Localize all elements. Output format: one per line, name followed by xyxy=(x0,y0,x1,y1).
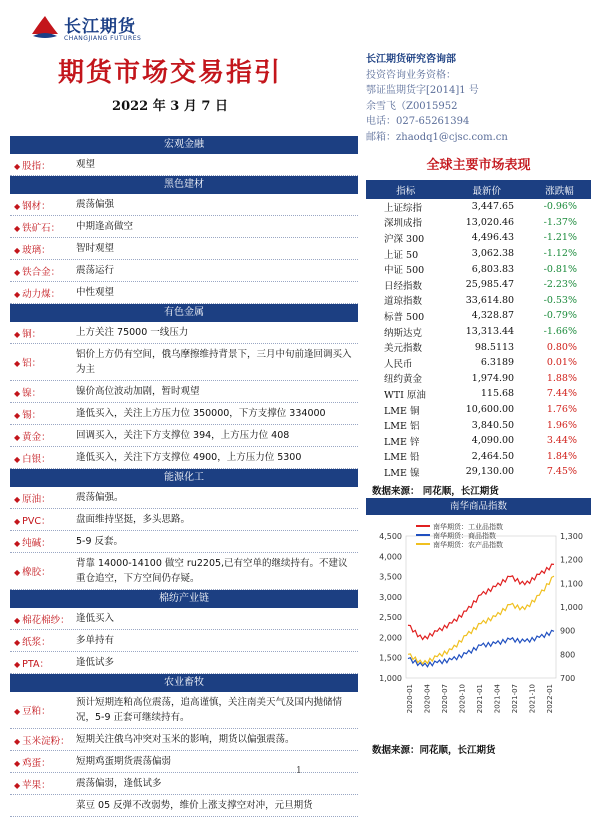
market-cell-chg: 1.88% xyxy=(546,372,577,384)
strategy-row xyxy=(10,381,358,403)
strategy-label: ◆ PTA： xyxy=(10,656,76,670)
market-row xyxy=(366,277,591,293)
strategy-label: ◆ 豆粕： xyxy=(10,703,76,717)
market-row xyxy=(366,355,591,371)
y-tick-right: 1,300 xyxy=(560,532,583,541)
market-cell-chg: -0.53% xyxy=(543,294,577,306)
strategy-label: ◆ 铝： xyxy=(10,355,76,369)
strategy-row xyxy=(10,194,358,216)
strategy-label: ◆ 玻璃： xyxy=(10,242,76,256)
market-cell-chg: -1.37% xyxy=(543,216,577,228)
x-tick: 2021-01 xyxy=(476,684,484,714)
market-cell-chg: 1.84% xyxy=(546,450,577,462)
market-cell-name: LME 铜 xyxy=(384,405,420,417)
strategy-text: 镍价高位波动加剧，暂时观望 xyxy=(76,386,200,397)
market-cell-name: 纽约黄金 xyxy=(384,374,423,386)
x-tick: 2020-01 xyxy=(406,684,414,714)
market-cell-name: 沪深 300 xyxy=(384,233,425,245)
section-header: 农业畜牧 xyxy=(10,674,358,692)
section-header: 宏观金融 xyxy=(10,136,358,154)
strategy-text: 中性观望 xyxy=(76,287,115,298)
market-cell-price: 2,464.50 xyxy=(471,450,515,462)
market-row xyxy=(366,246,591,262)
market-col-header: 涨跌幅 xyxy=(528,180,591,199)
brand-name-en: CHANGJIANG FUTURES xyxy=(64,35,142,42)
nanhua-chart xyxy=(366,516,591,734)
market-col-header: 最新价 xyxy=(445,180,528,199)
strategy-row xyxy=(10,447,358,469)
section-header: 能源化工 xyxy=(10,469,358,487)
market-cell-price: 1,974.90 xyxy=(471,372,515,384)
market-row xyxy=(366,230,591,246)
contact-line: 电话：027-65261394 xyxy=(366,116,470,128)
y-tick-left: 2,500 xyxy=(379,613,402,623)
strategy-text: 观望 xyxy=(76,159,96,170)
market-cell-name: 人民币 xyxy=(384,358,413,370)
legend-label: 南华期货：农产品指数 xyxy=(433,541,503,549)
y-tick-left: 2,000 xyxy=(379,633,402,643)
market-cell-name: LME 铅 xyxy=(384,452,420,464)
strategy-row xyxy=(10,531,358,553)
strategy-label: ◆ 铁合金： xyxy=(10,264,76,278)
market-row xyxy=(366,402,591,418)
market-cell-name: 标普 500 xyxy=(384,311,425,323)
strategy-label: ◆ 钢材： xyxy=(10,198,76,212)
strategy-text: 盘面维持坚挺，多头思路。 xyxy=(76,514,191,525)
strategy-label: ◆ 棉花棉纱： xyxy=(10,612,76,626)
market-col-header: 指标 xyxy=(366,180,445,199)
brand-name: 长江期货 xyxy=(64,17,136,37)
y-tick-left: 4,000 xyxy=(379,552,402,562)
market-cell-price: 3,840.50 xyxy=(471,419,515,431)
y-tick-right: 700 xyxy=(560,674,576,683)
market-cell-price: 10,600.00 xyxy=(465,404,515,416)
strategy-label: ◆ 玉米淀粉： xyxy=(10,733,76,747)
strategy-row xyxy=(10,630,358,652)
strategy-row xyxy=(10,608,358,630)
strategy-text: 背靠 14000-14100 做空 ru2205,已有空单的继续持有。不建议重仓追空，下方空间仍存疑。 xyxy=(76,558,348,584)
market-cell-name: LME 锌 xyxy=(384,436,420,448)
strategy-label: ◆ 铁矿石： xyxy=(10,220,76,234)
market-cell-chg: 0.80% xyxy=(546,341,577,353)
market-row xyxy=(366,464,591,480)
strategy-row xyxy=(10,652,358,674)
strategy-text: 上方关注 75000 一线压力 xyxy=(76,327,189,338)
market-cell-chg: -0.81% xyxy=(543,263,577,275)
market-row xyxy=(366,199,591,215)
x-tick: 2020-07 xyxy=(441,684,449,714)
market-cell-price: 25,985.47 xyxy=(465,279,515,291)
report-date: 2022 年 3 月 7 日 xyxy=(112,99,228,114)
x-tick: 2021-07 xyxy=(511,684,519,714)
market-cell-chg: 7.45% xyxy=(546,466,577,478)
contact-line: 鄂证监期货字[2014]1 号 xyxy=(366,85,479,97)
market-row xyxy=(366,433,591,449)
market-cell-price: 98.5113 xyxy=(474,341,515,353)
strategy-label: ◆ 铜： xyxy=(10,326,76,340)
market-row xyxy=(366,293,591,309)
market-cell-chg: -0.96% xyxy=(543,201,577,213)
strategy-label: ◆ 原油： xyxy=(10,491,76,505)
market-table xyxy=(366,180,591,480)
strategy-label: ◆ 锡： xyxy=(10,407,76,421)
market-cell-name: WTI 原油 xyxy=(384,389,426,401)
strategy-row xyxy=(10,795,358,817)
x-tick: 2021-10 xyxy=(528,684,537,714)
y-tick-right: 1,100 xyxy=(560,579,583,589)
y-tick-left: 1,000 xyxy=(379,674,402,683)
market-cell-name: 日经指数 xyxy=(384,280,423,292)
market-cell-name: 上证综指 xyxy=(384,202,423,214)
strategy-row xyxy=(10,216,358,238)
x-tick: 2022-01 xyxy=(546,684,554,714)
strategy-row xyxy=(10,403,358,425)
strategy-row xyxy=(10,729,358,751)
strategy-text: 逢低买入，关注上方压力位 350000，下方支撑位 334000 xyxy=(76,408,326,419)
x-tick: 2021-04 xyxy=(493,684,502,714)
strategy-label: ◆ 白银： xyxy=(10,451,76,465)
legend-label: 南华期货：工业品指数 xyxy=(433,523,503,531)
market-row xyxy=(366,339,591,355)
market-row xyxy=(366,324,591,340)
page-number: 1 xyxy=(296,766,302,776)
strategy-row xyxy=(10,154,358,176)
x-tick: 2020-04 xyxy=(423,684,432,714)
strategy-label: ◆ 纸浆： xyxy=(10,634,76,648)
strategy-text: 逢低试多 xyxy=(76,657,115,668)
market-row xyxy=(366,371,591,387)
strategy-text: 震荡偏强 xyxy=(76,199,115,210)
strategy-row xyxy=(10,322,358,344)
strategy-label: ◆ 股指： xyxy=(10,158,76,172)
market-cell-chg: -2.23% xyxy=(543,279,577,291)
market-cell-chg: -1.21% xyxy=(543,232,577,244)
market-cell-name: LME 铝 xyxy=(384,421,420,433)
series-line xyxy=(408,576,554,664)
strategy-text: 5-9 反套。 xyxy=(76,536,124,547)
market-row xyxy=(366,386,591,402)
contact-line: 邮箱：zhaodq1@cjsc.com.cn xyxy=(366,131,508,143)
market-cell-chg: -0.79% xyxy=(543,310,577,322)
series-line xyxy=(408,630,554,666)
legend-label: 南华期货：商品指数 xyxy=(433,532,496,540)
section-header: 棉纺产业链 xyxy=(10,590,358,608)
section-header: 有色金属 xyxy=(10,304,358,322)
strategy-table xyxy=(10,136,358,817)
market-cell-chg: -1.12% xyxy=(543,248,577,260)
y-tick-right: 800 xyxy=(560,650,576,660)
strategy-row xyxy=(10,487,358,509)
market-cell-name: 美元指数 xyxy=(384,343,423,355)
strategy-text: 震荡运行 xyxy=(76,265,115,276)
strategy-label: ◆ 镍： xyxy=(10,385,76,399)
market-cell-name: 中证 500 xyxy=(384,265,425,277)
strategy-text: 震荡偏弱，逢低试多 xyxy=(76,778,162,789)
strategy-text: 短期鸡蛋期货震荡偏弱 xyxy=(76,756,172,767)
strategy-text: 智时观望 xyxy=(76,243,115,254)
market-row xyxy=(366,215,591,231)
market-cell-price: 4,496.43 xyxy=(471,232,515,244)
strategy-text: 逢低买入，关注下方支撑位 4900，上方压力位 5300 xyxy=(76,452,302,463)
y-tick-right: 1,200 xyxy=(560,555,583,565)
market-cell-name: 纳斯达克 xyxy=(384,327,423,339)
market-cell-name: 上证 50 xyxy=(384,249,419,261)
strategy-text: 预计短期连粕高位震荡，追高谨慎，关注南美天气及国内抛储情况，5-9 正套可继续持有。 xyxy=(76,697,343,723)
market-cell-price: 3,062.38 xyxy=(471,248,515,260)
strategy-label: ◆ PVC： xyxy=(10,513,76,527)
strategy-row xyxy=(10,344,358,381)
contact-line: 投资咨询业务资格： xyxy=(366,69,456,81)
strategy-text: 铝价上方仍有空间，俄乌摩擦维持背景下，三月中旬前逢回调买入为主 xyxy=(76,349,352,375)
y-tick-left: 1,500 xyxy=(379,653,402,663)
strategy-label: ◆ 苹果： xyxy=(10,777,76,791)
plot-frame xyxy=(406,536,556,678)
strategy-text: 多单持有 xyxy=(76,635,115,646)
market-cell-price: 115.68 xyxy=(480,388,515,400)
brand-logo xyxy=(30,10,150,46)
strategy-text: 短期关注俄乌冲突对玉米的影响，期货以偏强震荡。 xyxy=(76,734,295,745)
market-cell-chg: 3.44% xyxy=(546,435,577,447)
strategy-label: ◆ 黄金： xyxy=(10,429,76,443)
strategy-text: 逢低买入 xyxy=(76,613,115,624)
strategy-row xyxy=(10,751,358,773)
market-cell-price: 29,130.00 xyxy=(465,466,515,478)
market-cell-price: 4,328.87 xyxy=(471,310,515,322)
strategy-row xyxy=(10,425,358,447)
market-title: 全球主要市场表现 xyxy=(426,158,531,173)
market-cell-price: 13,020.46 xyxy=(465,216,515,228)
page-title: 期货市场交易指引 xyxy=(57,58,282,88)
strategy-label: ◆ 动力煤： xyxy=(10,286,76,300)
contact-block xyxy=(366,52,591,146)
market-cell-chg: 7.44% xyxy=(546,388,577,400)
market-cell-chg: 0.01% xyxy=(546,357,577,369)
market-cell-name: 道琼指数 xyxy=(384,296,423,308)
market-cell-name: 深圳成指 xyxy=(384,218,423,230)
y-tick-left: 3,500 xyxy=(379,572,402,582)
section-header: 黑色建材 xyxy=(10,176,358,194)
chart-title: 南华商品指数 xyxy=(366,498,591,515)
market-cell-name: LME 镍 xyxy=(384,467,420,479)
strategy-text: 菜豆 05 反弹不改弱势，维价上涨支撑空对冲，元旦期货 xyxy=(76,800,313,811)
strategy-label: ◆ 鸡蛋： xyxy=(10,755,76,769)
strategy-text: 回调买入，关注下方支撑位 394，上方压力位 408 xyxy=(76,430,290,441)
market-row xyxy=(366,261,591,277)
market-row xyxy=(366,449,591,465)
market-row xyxy=(366,417,591,433)
strategy-label: ◆ 橡胶： xyxy=(10,564,76,578)
market-cell-price: 3,447.65 xyxy=(471,201,515,213)
brand-logo-icon xyxy=(30,12,60,42)
market-row xyxy=(366,308,591,324)
chart-source: 数据来源：同花顺，长江期货 xyxy=(372,745,496,756)
x-tick: 2020-10 xyxy=(458,684,467,714)
y-tick-left: 3,000 xyxy=(379,592,402,602)
market-cell-price: 6.3189 xyxy=(480,357,515,369)
market-cell-price: 6,803.83 xyxy=(471,263,515,275)
market-source: 数据来源： 同花顺，长江期货 xyxy=(372,486,499,497)
strategy-text: 震荡偏强。 xyxy=(76,492,124,503)
market-cell-chg: 1.96% xyxy=(546,419,577,431)
contact-line: 余雪飞（Z0015952 xyxy=(366,100,458,112)
strategy-text: 中期逢高做空 xyxy=(76,221,134,232)
y-tick-left: 4,500 xyxy=(379,532,402,541)
strategy-row xyxy=(10,282,358,304)
y-tick-right: 900 xyxy=(560,626,576,636)
contact-head: 长江期货研究咨询部 xyxy=(366,54,456,65)
strategy-row xyxy=(10,238,358,260)
market-cell-chg: 1.76% xyxy=(546,404,577,416)
strategy-label: ◆ 纯碱： xyxy=(10,535,76,549)
strategy-row xyxy=(10,509,358,531)
y-tick-right: 1,000 xyxy=(560,603,583,612)
market-cell-chg: -1.66% xyxy=(543,326,577,338)
strategy-row xyxy=(10,773,358,795)
strategy-row xyxy=(10,553,358,590)
strategy-row xyxy=(10,260,358,282)
market-cell-price: 33,614.80 xyxy=(465,294,515,306)
market-cell-price: 4,090.00 xyxy=(471,435,515,447)
market-cell-price: 13,313.44 xyxy=(465,326,515,338)
strategy-row xyxy=(10,692,358,729)
